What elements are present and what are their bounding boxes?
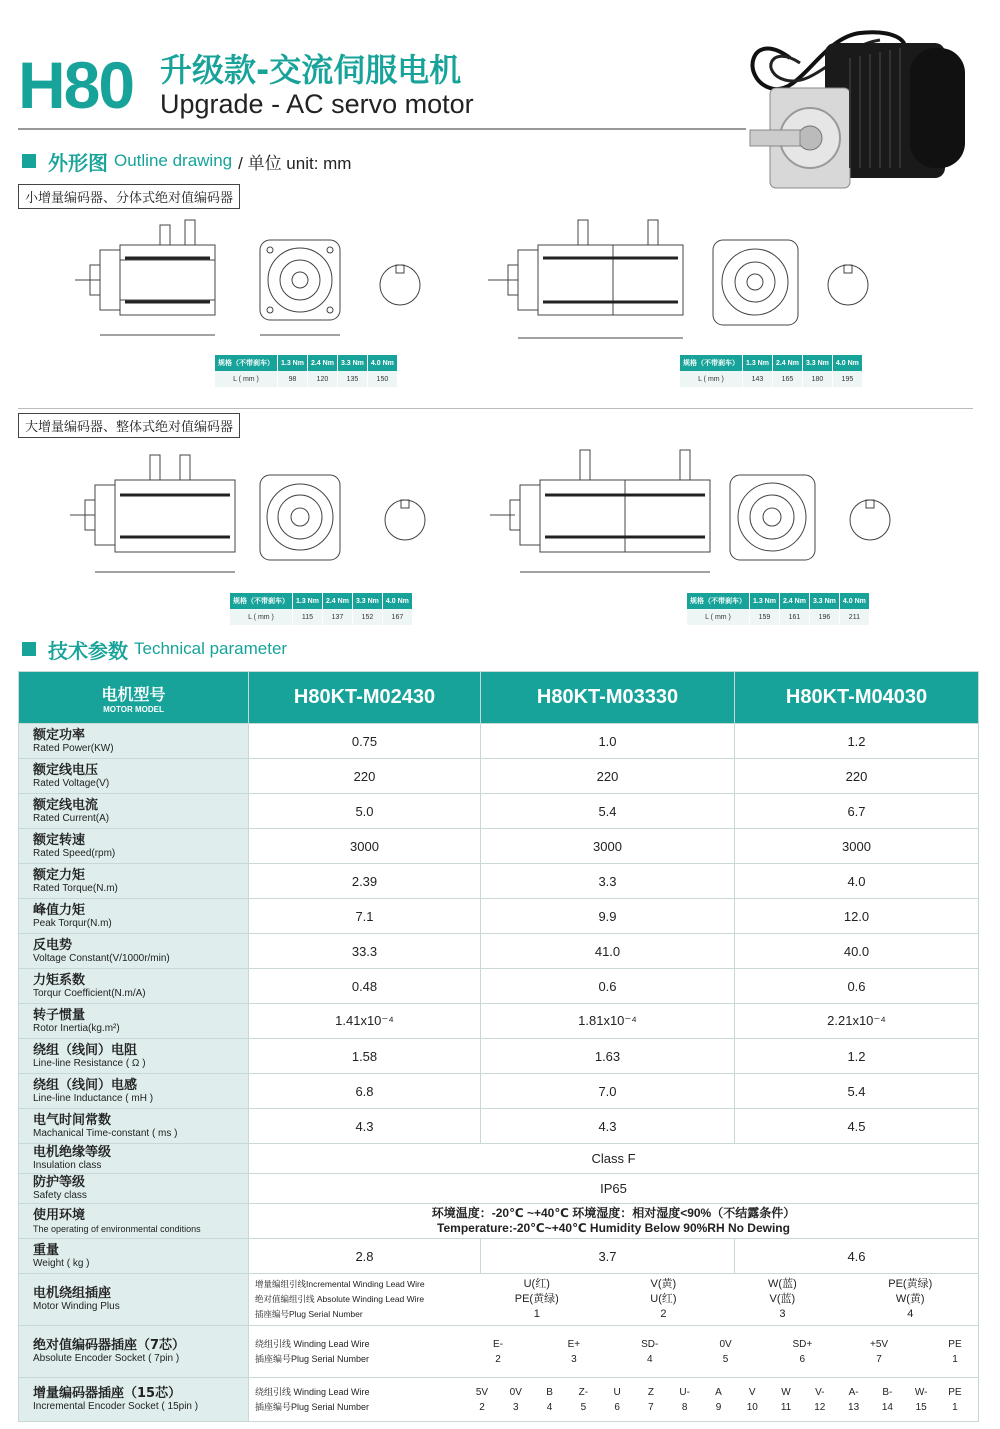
- outline-unit: / 单位 unit: mm: [238, 153, 352, 173]
- spec-cell: 1.3 Nm: [743, 355, 773, 371]
- spec-cell: 2.4 Nm: [779, 593, 809, 609]
- spec-header: 规格（不带刹车）: [687, 593, 750, 609]
- value-cell: 4.6: [735, 1239, 979, 1274]
- value-cell: 5.0: [249, 794, 481, 829]
- pin-wire: V-: [815, 1386, 825, 1398]
- value-cell: 7.0: [481, 1074, 735, 1109]
- outline-drawing-1: [40, 210, 440, 350]
- spec-cell: 1.3 Nm: [278, 355, 308, 371]
- pin-number: 6: [799, 1353, 806, 1365]
- length-cell: 135: [337, 371, 367, 387]
- pin-wire-inc: V(黄): [650, 1278, 677, 1290]
- value-cell: 1.0: [481, 724, 735, 759]
- pin-wire-abs: W(黄): [895, 1293, 925, 1305]
- pin-number: 2: [660, 1308, 667, 1320]
- pin-number: 7: [876, 1353, 882, 1365]
- socket-pin: [709, 1385, 727, 1415]
- pin-number: 2: [495, 1353, 501, 1365]
- winding-desc: [249, 1277, 469, 1322]
- model-title: H80: [18, 48, 134, 122]
- pin-wire: A: [715, 1386, 722, 1398]
- spec-cell: 3.3 Nm: [337, 355, 367, 371]
- value-cell: 2.21x10⁻⁴: [735, 1004, 979, 1039]
- heading-marker: [22, 642, 36, 656]
- model-header-cn: 电机型号: [101, 684, 166, 704]
- socket-pin: [717, 1337, 735, 1367]
- pin-number: 9: [715, 1401, 722, 1413]
- value-cell: 4.0: [735, 864, 979, 899]
- row-label-en: Absolute Encoder Socket ( 7pin ): [33, 1353, 180, 1364]
- pin-number: 3: [513, 1401, 519, 1413]
- model-column-header: H80KT-M02430: [249, 672, 481, 724]
- length-table-4: [687, 593, 870, 625]
- environment-value: [249, 1204, 979, 1239]
- spec-header: 规格（不带刹车）: [215, 355, 278, 371]
- socket-pin: [946, 1385, 964, 1415]
- value-cell: 220: [481, 759, 735, 794]
- pin-number: 8: [681, 1401, 688, 1413]
- row-label-cn: 绕组（线间）电感: [33, 1077, 138, 1093]
- row-label-cn: 重量: [33, 1242, 60, 1258]
- value-cell: 0.6: [735, 969, 979, 1004]
- value-cell: 3000: [481, 829, 735, 864]
- value-cell: 41.0: [481, 934, 735, 969]
- winding-pin: [888, 1277, 932, 1322]
- header-divider: [18, 128, 746, 130]
- abs-socket-pins: [469, 1337, 978, 1367]
- row-label-cn: 反电势: [33, 937, 73, 953]
- length-cell: 152: [352, 609, 382, 625]
- drawing-divider: [18, 408, 973, 409]
- table-row: [19, 794, 979, 829]
- title-en: Upgrade - AC servo motor: [160, 89, 474, 119]
- table-row: [19, 934, 979, 969]
- spec-cell: 1.3 Nm: [293, 593, 323, 609]
- environment-line-cn: 环境温度：-20℃ ~+40℃ 环境湿度：相对湿度<90%（不结露条件）: [431, 1206, 796, 1220]
- socket-pin: [608, 1385, 626, 1415]
- outline-drawing-3: [40, 440, 440, 585]
- environment-line-en: Temperature:-20℃~+40℃ Humidity Below 90%RH No Dewing: [437, 1221, 790, 1235]
- length-cell: 211: [839, 609, 869, 625]
- row-label-en: Insulation class: [33, 1160, 102, 1171]
- row-label-en: Rated Power(KW): [33, 742, 114, 754]
- socket-pin: [541, 1385, 559, 1415]
- spec-cell: 4.0 Nm: [832, 355, 862, 371]
- row-label-cn: 电机绕组插座: [33, 1286, 112, 1301]
- socket-pin: [676, 1385, 694, 1415]
- value-cell: 0.48: [249, 969, 481, 1004]
- length-label: L ( mm ): [680, 371, 743, 387]
- abs-socket-desc: [249, 1337, 469, 1367]
- length-table-1: [215, 355, 398, 387]
- value-cell: 4.5: [735, 1109, 979, 1144]
- pin-number: 4: [546, 1401, 553, 1413]
- pin-number: 4: [907, 1308, 914, 1320]
- row-label-en: Motor Winding Plus: [33, 1301, 120, 1312]
- length-cell: 196: [809, 609, 839, 625]
- winding-pin: [515, 1277, 559, 1322]
- length-table-3: [230, 593, 413, 625]
- row-label-en: Rated Speed(rpm): [33, 847, 116, 859]
- value-cell: 5.4: [735, 1074, 979, 1109]
- value-cell: 6.8: [249, 1074, 481, 1109]
- outline-title-en: Outline drawing: [114, 151, 233, 170]
- inc-socket-desc: [249, 1385, 469, 1415]
- spec-cell: 2.4 Nm: [307, 355, 337, 371]
- row-label-en: The operating of environmental conditions: [33, 1223, 201, 1234]
- table-row: [19, 1039, 979, 1074]
- row-label-cn: 防护等级: [33, 1175, 86, 1190]
- pin-wire: +5V: [870, 1338, 889, 1350]
- pin-number: 6: [614, 1401, 620, 1413]
- row-label-cn: 绝对值编码器插座（7芯）: [33, 1338, 186, 1353]
- row-label-cn: 电机绝缘等级: [33, 1145, 112, 1160]
- outline-title-cn: 外形图: [48, 150, 108, 175]
- pin-wire: SD+: [792, 1338, 813, 1350]
- value-cell: 12.0: [735, 899, 979, 934]
- heading-marker: [22, 154, 36, 168]
- table-row: [19, 724, 979, 759]
- pin-wire: E+: [567, 1338, 581, 1350]
- spec-cell: 4.0 Nm: [382, 593, 412, 609]
- table-row: [19, 1204, 979, 1239]
- length-table-2: [680, 355, 863, 387]
- model-column-header: H80KT-M03330: [481, 672, 735, 724]
- length-cell: 137: [322, 609, 352, 625]
- winding-cell: [249, 1274, 979, 1326]
- abs-desc-1: 绕组引线 Winding Lead Wire: [255, 1338, 370, 1349]
- value-cell: 1.63: [481, 1039, 735, 1074]
- table-row: [19, 1109, 979, 1144]
- pin-number: 5: [580, 1401, 587, 1413]
- table-row: [19, 1174, 979, 1204]
- length-cell: 161: [779, 609, 809, 625]
- pin-wire: V: [748, 1386, 756, 1398]
- length-cell: 143: [743, 371, 773, 387]
- socket-pin: [878, 1385, 896, 1415]
- spec-cell: 3.3 Nm: [802, 355, 832, 371]
- socket-pin: [792, 1337, 812, 1367]
- tech-heading: [22, 636, 293, 662]
- value-cell: 2.8: [249, 1239, 481, 1274]
- table-row: [19, 759, 979, 794]
- pin-wire-abs: U(红): [650, 1293, 677, 1305]
- value-cell: 0.6: [481, 969, 735, 1004]
- winding-desc-2: 绝对值编组引线 Absolute Winding Lead Wire: [255, 1294, 425, 1304]
- pin-wire-abs: PE(黄绿): [514, 1293, 559, 1305]
- length-cell: 167: [382, 609, 412, 625]
- socket-pin: [507, 1385, 525, 1415]
- spec-cell: 3.3 Nm: [809, 593, 839, 609]
- winding-desc-1: 增量编组引线Incremental Winding Lead Wire: [255, 1279, 425, 1289]
- spec-cell: 2.4 Nm: [772, 355, 802, 371]
- pin-wire: U-: [679, 1386, 690, 1398]
- pin-number: 7: [648, 1401, 654, 1413]
- row-label-cn: 力矩系数: [33, 972, 86, 988]
- value-cell: 3000: [735, 829, 979, 864]
- row-label-cn: 增量编码器插座（15芯）: [33, 1386, 182, 1401]
- socket-pin: [489, 1337, 507, 1367]
- socket-pin: [574, 1385, 592, 1415]
- spec-cell: 3.3 Nm: [352, 593, 382, 609]
- length-label: L ( mm ): [687, 609, 750, 625]
- pin-wire-inc: U(红): [523, 1278, 550, 1290]
- tech-title-en: Technical parameter: [134, 639, 288, 658]
- row-label-cn: 使用环境: [33, 1207, 86, 1223]
- spec-cell: 4.0 Nm: [367, 355, 397, 371]
- group1-label: 小增量编码器、分体式绝对值编码器: [18, 184, 240, 209]
- row-label-en: Torqur Coefficient(N.m/A): [33, 987, 146, 999]
- pin-number: 11: [780, 1401, 792, 1413]
- group2-label: 大增量编码器、整体式绝对值编码器: [18, 413, 240, 438]
- model-header-en: MOTOR MODEL: [103, 704, 164, 714]
- socket-pin: [811, 1385, 829, 1415]
- title-cn: 升级款-交流伺服电机: [160, 51, 462, 89]
- inc-desc-2: 插座编号Plug Serial Number: [255, 1401, 370, 1412]
- value-cell: 220: [735, 759, 979, 794]
- insulation-value: Class F: [249, 1144, 979, 1174]
- pin-number: 2: [479, 1401, 485, 1413]
- row-label-cn: 转子惯量: [33, 1007, 86, 1023]
- table-row: [19, 829, 979, 864]
- table-row: [19, 1144, 979, 1174]
- table-row: [19, 1004, 979, 1039]
- pin-wire: W-: [914, 1386, 928, 1398]
- value-cell: 33.3: [249, 934, 481, 969]
- outline-heading: [22, 148, 351, 174]
- value-cell: 1.58: [249, 1039, 481, 1074]
- pin-number: 13: [848, 1401, 860, 1413]
- value-cell: 0.75: [249, 724, 481, 759]
- value-cell: 3.3: [481, 864, 735, 899]
- tech-table: [18, 671, 979, 1422]
- row-label-cn: 额定力矩: [33, 867, 86, 883]
- inc-socket-pins: [469, 1385, 978, 1415]
- row-label-cn: 额定转速: [33, 832, 86, 848]
- table-row: [19, 899, 979, 934]
- pin-wire: A-: [848, 1386, 859, 1398]
- length-cell: 150: [367, 371, 397, 387]
- pin-wire: PE: [948, 1386, 962, 1398]
- row-label-en: Machanical Time-constant ( ms ): [33, 1127, 178, 1139]
- socket-pin: [642, 1385, 660, 1415]
- pin-number: 14: [881, 1401, 893, 1413]
- value-cell: 40.0: [735, 934, 979, 969]
- spec-cell: 1.3 Nm: [750, 593, 780, 609]
- row-label-cn: 额定功率: [33, 727, 86, 743]
- value-cell: 7.1: [249, 899, 481, 934]
- model-header-cell: [19, 672, 249, 724]
- value-cell: 1.2: [735, 1039, 979, 1074]
- socket-pin: [743, 1385, 761, 1415]
- row-label-en: Incremental Encoder Socket ( 15pin ): [33, 1401, 199, 1412]
- outline-drawing-2: [468, 210, 888, 350]
- pin-number: 5: [722, 1353, 729, 1365]
- pin-number: 1: [952, 1401, 958, 1413]
- pin-wire: 5V: [475, 1386, 489, 1398]
- pin-number: 1: [533, 1308, 540, 1320]
- abs-socket-cell: [249, 1326, 979, 1378]
- table-row: [19, 864, 979, 899]
- row-label-en: Line-line Inductance ( mH ): [33, 1092, 154, 1104]
- row-label-en: Weight ( kg ): [33, 1257, 90, 1269]
- spec-header: 规格（不带刹车）: [230, 593, 293, 609]
- value-cell: 4.3: [249, 1109, 481, 1144]
- length-cell: 98: [278, 371, 308, 387]
- length-cell: 180: [802, 371, 832, 387]
- value-cell: 2.39: [249, 864, 481, 899]
- length-cell: 165: [772, 371, 802, 387]
- winding-pin: [650, 1277, 676, 1322]
- pin-wire: PE: [948, 1338, 962, 1350]
- spec-cell: 2.4 Nm: [322, 593, 352, 609]
- pin-wire-inc: PE(黄绿): [888, 1278, 933, 1290]
- pin-wire: E-: [493, 1338, 503, 1350]
- winding-pins: [469, 1277, 978, 1322]
- page-header: [18, 48, 758, 128]
- value-cell: 6.7: [735, 794, 979, 829]
- socket-pin: [870, 1337, 888, 1367]
- table-row: [19, 969, 979, 1004]
- table-row: [19, 1074, 979, 1109]
- row-label-en: Rated Current(A): [33, 812, 110, 824]
- row-label-en: Rotor Inertia(kg.m²): [33, 1022, 120, 1034]
- pin-wire: 0V: [719, 1338, 732, 1350]
- row-label-en: Line-line Resistance ( Ω ): [33, 1057, 146, 1069]
- row-label-en: Voltage Constant(V/1000r/min): [33, 952, 170, 964]
- spec-cell: 4.0 Nm: [839, 593, 869, 609]
- row-label-en: Safety class: [33, 1190, 87, 1201]
- table-row: [19, 1239, 979, 1274]
- length-label: L ( mm ): [215, 371, 278, 387]
- value-cell: 4.3: [481, 1109, 735, 1144]
- table-row: [19, 1326, 979, 1378]
- value-cell: 220: [249, 759, 481, 794]
- socket-pin: [473, 1385, 491, 1415]
- pin-wire: Z: [647, 1386, 654, 1398]
- socket-pin: [946, 1337, 964, 1367]
- inc-socket-cell: [249, 1378, 979, 1422]
- pin-wire: W: [781, 1386, 791, 1398]
- value-cell: 3000: [249, 829, 481, 864]
- table-row: [19, 1378, 979, 1422]
- row-label-cn: 电气时间常数: [33, 1112, 112, 1128]
- spec-header: 规格（不带刹车）: [680, 355, 743, 371]
- socket-pin: [777, 1385, 795, 1415]
- abs-desc-2: 插座编号Plug Serial Number: [255, 1353, 370, 1364]
- motor-photo: [730, 18, 980, 193]
- socket-pin: [912, 1385, 930, 1415]
- table-row: [19, 1274, 979, 1326]
- pin-wire: SD-: [641, 1338, 659, 1350]
- row-label-cn: 额定线电流: [33, 797, 99, 813]
- length-cell: 195: [832, 371, 862, 387]
- length-cell: 120: [307, 371, 337, 387]
- row-label-en: Rated Torque(N.m): [33, 882, 118, 894]
- pin-wire-abs: V(蓝): [769, 1293, 796, 1305]
- pin-number: 3: [779, 1308, 786, 1320]
- pin-number: 4: [646, 1353, 653, 1365]
- pin-number: 3: [571, 1353, 577, 1365]
- outline-drawing-4: [475, 440, 895, 585]
- row-label-en: Rated Voltage(V): [33, 777, 110, 789]
- length-label: L ( mm ): [230, 609, 293, 625]
- row-label-cn: 绕组（线间）电阻: [33, 1042, 138, 1058]
- tech-title-cn: 技术参数: [48, 638, 128, 663]
- winding-desc-3: 插座编号Plug Serial Number: [255, 1309, 363, 1319]
- model-column-header: H80KT-M04030: [735, 672, 979, 724]
- row-label-cn: 额定线电压: [33, 762, 99, 778]
- length-cell: 115: [293, 609, 323, 625]
- pin-wire: B: [546, 1386, 553, 1398]
- value-cell: 1.2: [735, 724, 979, 759]
- winding-pin: [768, 1277, 797, 1322]
- pin-number: 15: [915, 1401, 927, 1413]
- pin-wire-inc: W(蓝): [768, 1278, 797, 1290]
- row-label-cn: 峰值力矩: [33, 902, 86, 918]
- socket-pin: [845, 1385, 863, 1415]
- value-cell: 1.41x10⁻⁴: [249, 1004, 481, 1039]
- pin-wire: 0V: [509, 1386, 522, 1398]
- value-cell: 9.9: [481, 899, 735, 934]
- value-cell: 3.7: [481, 1239, 735, 1274]
- pin-wire: Z-: [578, 1386, 589, 1398]
- value-cell: 1.81x10⁻⁴: [481, 1004, 735, 1039]
- pin-number: 12: [814, 1401, 826, 1413]
- length-cell: 159: [750, 609, 780, 625]
- pin-wire: B-: [882, 1386, 893, 1398]
- inc-desc-1: 绕组引线 Winding Lead Wire: [255, 1386, 370, 1397]
- socket-pin: [565, 1337, 583, 1367]
- row-label-en: Peak Torqur(N.m): [33, 917, 112, 929]
- socket-pin: [641, 1337, 659, 1367]
- safety-value: IP65: [249, 1174, 979, 1204]
- pin-number: 10: [746, 1401, 758, 1413]
- value-cell: 5.4: [481, 794, 735, 829]
- pin-number: 1: [952, 1353, 958, 1365]
- pin-wire: U: [613, 1386, 621, 1398]
